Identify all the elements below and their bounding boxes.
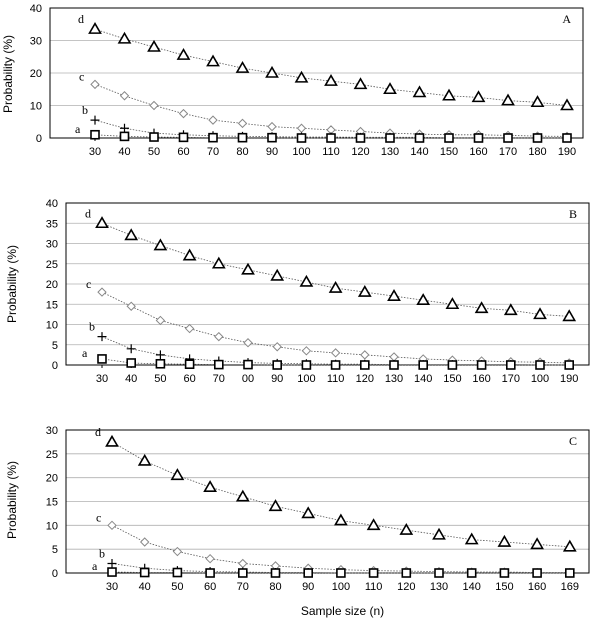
y-tick-label: 30 bbox=[45, 425, 58, 437]
data-point-c bbox=[244, 339, 252, 347]
series-label-b: b bbox=[89, 319, 95, 334]
data-point-a bbox=[298, 134, 306, 142]
chart-panel-a bbox=[1, 3, 583, 158]
x-tick-label: 60 bbox=[177, 146, 190, 158]
data-point-c bbox=[239, 559, 247, 567]
x-tick-label: 50 bbox=[171, 581, 184, 593]
y-axis-label: Probability (%) bbox=[1, 34, 15, 114]
data-point-c bbox=[150, 102, 158, 110]
data-point-a bbox=[565, 361, 573, 369]
data-point-a bbox=[302, 361, 310, 369]
data-point-d bbox=[532, 539, 543, 549]
data-point-b bbox=[120, 124, 129, 133]
x-tick-label: 100 bbox=[530, 373, 550, 385]
data-point-a bbox=[416, 134, 424, 142]
data-point-a bbox=[504, 134, 512, 142]
series-c bbox=[79, 69, 571, 140]
x-tick-label: 140 bbox=[414, 373, 433, 385]
data-point-c bbox=[91, 80, 99, 88]
x-tick-label: 170 bbox=[501, 373, 520, 385]
data-point-a bbox=[370, 569, 378, 577]
data-point-d bbox=[272, 270, 283, 280]
data-point-a bbox=[156, 360, 164, 368]
data-point-a bbox=[272, 569, 280, 577]
data-point-d bbox=[90, 24, 101, 34]
data-point-c bbox=[127, 302, 135, 310]
series-a bbox=[92, 559, 574, 577]
data-point-d bbox=[119, 33, 130, 43]
x-tick-label: 80 bbox=[236, 146, 249, 158]
x-tick-label: 30 bbox=[105, 581, 119, 593]
data-point-c bbox=[268, 123, 276, 131]
x-tick-label: 150 bbox=[495, 581, 514, 593]
data-point-a bbox=[445, 134, 453, 142]
data-point-c bbox=[173, 548, 181, 556]
y-tick-label: 25 bbox=[45, 258, 58, 271]
data-point-d bbox=[303, 508, 314, 518]
x-tick-label: 30 bbox=[95, 373, 109, 385]
data-point-a bbox=[566, 569, 574, 577]
data-point-a bbox=[435, 569, 443, 577]
x-tick-label: 120 bbox=[351, 146, 370, 158]
data-point-c bbox=[121, 92, 129, 100]
series-label-d: d bbox=[95, 424, 101, 439]
x-tick-label: 160 bbox=[527, 581, 547, 593]
data-point-d bbox=[270, 501, 281, 511]
data-point-d bbox=[296, 72, 307, 82]
y-tick-label: 20 bbox=[29, 68, 42, 80]
data-point-c bbox=[98, 288, 106, 296]
data-point-d bbox=[434, 529, 445, 539]
data-point-c bbox=[298, 124, 306, 132]
series-d bbox=[78, 12, 573, 109]
data-point-b bbox=[127, 344, 136, 353]
x-tick-label: 180 bbox=[528, 146, 547, 158]
data-point-a bbox=[150, 133, 158, 141]
data-point-a bbox=[186, 360, 194, 368]
data-point-a bbox=[91, 131, 99, 139]
panel-label: C bbox=[568, 434, 577, 448]
panel-label: A bbox=[562, 12, 571, 26]
data-point-a bbox=[563, 134, 571, 142]
data-point-a bbox=[180, 133, 188, 141]
data-point-c bbox=[186, 325, 194, 333]
data-point-a bbox=[215, 361, 223, 369]
x-tick-label: 169 bbox=[560, 581, 579, 593]
y-axis-label: Probability (%) bbox=[5, 460, 19, 540]
x-tick-label: 50 bbox=[147, 146, 161, 158]
data-point-a bbox=[507, 361, 515, 369]
x-tick-label: 40 bbox=[125, 373, 138, 385]
y-tick-label: 25 bbox=[45, 448, 58, 461]
data-point-c bbox=[332, 349, 340, 357]
data-point-a bbox=[419, 361, 427, 369]
x-tick-label: 90 bbox=[271, 373, 284, 385]
data-point-c bbox=[141, 538, 149, 546]
data-point-a bbox=[468, 569, 476, 577]
data-point-d bbox=[505, 305, 516, 315]
data-point-d bbox=[97, 218, 108, 228]
data-point-a bbox=[390, 361, 398, 369]
x-tick-label: 120 bbox=[397, 581, 416, 593]
data-point-d bbox=[155, 240, 166, 250]
series-label-a: a bbox=[75, 121, 81, 136]
data-point-d bbox=[473, 92, 484, 102]
chart-panel-c bbox=[5, 425, 589, 618]
data-point-d bbox=[172, 470, 183, 480]
data-point-a bbox=[386, 134, 394, 142]
data-point-a bbox=[402, 569, 410, 577]
y-tick-label: 30 bbox=[29, 35, 42, 48]
data-point-a bbox=[536, 361, 544, 369]
data-point-d bbox=[237, 63, 248, 73]
y-tick-label: 0 bbox=[51, 568, 58, 580]
data-point-a bbox=[239, 569, 247, 577]
data-point-d bbox=[243, 264, 254, 274]
data-point-d bbox=[368, 520, 379, 530]
y-tick-label: 10 bbox=[29, 100, 42, 113]
x-tick-label: 70 bbox=[236, 581, 249, 593]
data-point-d bbox=[301, 276, 312, 286]
panel-label: B bbox=[568, 207, 577, 221]
data-point-a bbox=[268, 134, 276, 142]
series-c bbox=[86, 277, 573, 367]
data-point-a bbox=[332, 361, 340, 369]
y-axis-label: Probability (%) bbox=[5, 244, 19, 324]
data-point-a bbox=[500, 569, 508, 577]
data-point-c bbox=[239, 119, 247, 127]
x-tick-label: 40 bbox=[138, 581, 151, 593]
x-tick-label: 30 bbox=[88, 146, 102, 158]
x-tick-label: 110 bbox=[326, 373, 345, 385]
x-tick-label: 70 bbox=[206, 146, 220, 158]
data-point-c bbox=[390, 353, 398, 361]
x-tick-label: 70 bbox=[212, 373, 225, 385]
x-tick-label: 90 bbox=[302, 581, 315, 593]
x-axis-label: Sample size (n) bbox=[300, 604, 385, 618]
x-tick-label: 170 bbox=[498, 146, 518, 158]
x-tick-label: 110 bbox=[322, 146, 340, 158]
x-tick-label: 150 bbox=[439, 146, 459, 158]
data-point-d bbox=[208, 56, 219, 66]
data-point-c bbox=[108, 521, 116, 529]
data-point-a bbox=[273, 361, 281, 369]
data-point-d bbox=[532, 97, 543, 107]
series-label-d: d bbox=[85, 206, 91, 221]
x-tick-label: 60 bbox=[183, 373, 196, 385]
data-point-d bbox=[503, 95, 514, 105]
data-point-a bbox=[127, 359, 135, 367]
x-tick-label: 80 bbox=[269, 581, 282, 593]
y-tick-label: 15 bbox=[45, 496, 58, 509]
data-point-d bbox=[213, 258, 224, 268]
data-point-d bbox=[564, 311, 575, 321]
data-point-a bbox=[475, 134, 483, 142]
data-point-a bbox=[141, 569, 149, 577]
data-point-a bbox=[448, 361, 456, 369]
series-label-b: b bbox=[99, 546, 105, 561]
y-tick-label: 10 bbox=[45, 319, 58, 332]
x-tick-label: 50 bbox=[154, 373, 167, 385]
series-label-d: d bbox=[78, 12, 84, 27]
data-point-a bbox=[337, 569, 345, 577]
x-tick-label: 120 bbox=[355, 373, 374, 385]
x-tick-label: 190 bbox=[560, 373, 579, 385]
x-tick-label: 130 bbox=[429, 581, 449, 593]
series-label-b: b bbox=[82, 103, 88, 118]
x-tick-label: 100 bbox=[331, 581, 351, 593]
data-point-b bbox=[98, 332, 107, 341]
y-tick-label: 5 bbox=[51, 544, 58, 557]
data-point-a bbox=[357, 134, 365, 142]
data-point-a bbox=[206, 569, 214, 577]
x-tick-label: 00 bbox=[241, 373, 255, 385]
series-label-a: a bbox=[92, 559, 98, 574]
series-label-c: c bbox=[79, 69, 85, 84]
data-point-d bbox=[205, 482, 216, 492]
data-point-c bbox=[180, 110, 188, 118]
x-tick-label: 100 bbox=[297, 373, 316, 385]
series-d bbox=[95, 425, 575, 551]
data-point-a bbox=[244, 361, 252, 369]
x-tick-label: 90 bbox=[265, 146, 279, 158]
data-point-c bbox=[302, 347, 310, 355]
chart-panel-b bbox=[5, 198, 589, 385]
data-point-c bbox=[156, 316, 164, 324]
x-tick-label: 40 bbox=[118, 146, 131, 158]
data-point-a bbox=[533, 569, 541, 577]
x-tick-label: 160 bbox=[469, 146, 488, 158]
series-a bbox=[82, 346, 573, 369]
data-point-d bbox=[466, 534, 477, 544]
y-tick-label: 40 bbox=[45, 198, 58, 210]
data-point-a bbox=[98, 355, 106, 363]
data-point-d bbox=[126, 230, 137, 240]
y-tick-label: 30 bbox=[45, 238, 58, 251]
y-tick-label: 5 bbox=[51, 339, 58, 352]
x-tick-label: 150 bbox=[443, 373, 462, 385]
data-point-d bbox=[335, 515, 346, 525]
data-point-a bbox=[534, 134, 542, 142]
data-point-c bbox=[361, 351, 369, 359]
series-label-a: a bbox=[82, 345, 88, 360]
series-label-c: c bbox=[86, 277, 92, 292]
series-line-d bbox=[112, 442, 570, 547]
y-tick-label: 20 bbox=[45, 472, 58, 485]
data-point-a bbox=[209, 134, 217, 142]
data-point-d bbox=[359, 287, 370, 297]
x-tick-label: 190 bbox=[557, 146, 577, 158]
data-point-a bbox=[478, 361, 486, 369]
data-point-d bbox=[107, 436, 118, 446]
data-point-d bbox=[184, 250, 195, 260]
data-point-a bbox=[239, 134, 247, 142]
data-point-d bbox=[562, 100, 573, 110]
data-point-c bbox=[215, 333, 223, 341]
x-tick-label: 60 bbox=[203, 581, 217, 593]
data-point-a bbox=[304, 569, 312, 577]
data-point-c bbox=[273, 343, 281, 351]
y-tick-label: 20 bbox=[45, 279, 58, 291]
x-tick-label: 110 bbox=[364, 581, 383, 593]
series-a bbox=[75, 122, 571, 142]
data-point-b bbox=[108, 559, 117, 568]
data-point-d bbox=[401, 525, 412, 535]
data-point-d bbox=[564, 541, 575, 551]
data-point-d bbox=[139, 455, 150, 465]
data-point-b bbox=[91, 116, 100, 125]
y-tick-label: 0 bbox=[51, 360, 58, 372]
data-point-b bbox=[156, 350, 165, 359]
data-point-a bbox=[361, 361, 369, 369]
y-tick-label: 15 bbox=[45, 299, 58, 312]
x-tick-label: 140 bbox=[410, 146, 429, 158]
data-point-d bbox=[499, 537, 510, 547]
x-tick-label: 140 bbox=[462, 581, 481, 593]
series-label-c: c bbox=[96, 510, 102, 525]
data-point-c bbox=[206, 555, 214, 563]
data-point-a bbox=[108, 568, 116, 576]
x-tick-label: 130 bbox=[380, 146, 400, 158]
series-line-d bbox=[102, 223, 569, 316]
data-point-a bbox=[121, 132, 129, 140]
x-tick-label: 130 bbox=[384, 373, 404, 385]
x-tick-label: 100 bbox=[292, 146, 311, 158]
data-point-a bbox=[173, 569, 181, 577]
data-point-d bbox=[267, 68, 278, 78]
y-tick-label: 35 bbox=[45, 218, 58, 231]
y-tick-label: 40 bbox=[29, 3, 42, 15]
y-tick-label: 0 bbox=[35, 133, 42, 145]
x-tick-label: 160 bbox=[472, 373, 491, 385]
data-point-a bbox=[327, 134, 335, 142]
data-point-c bbox=[209, 116, 217, 124]
y-tick-label: 10 bbox=[45, 520, 58, 533]
